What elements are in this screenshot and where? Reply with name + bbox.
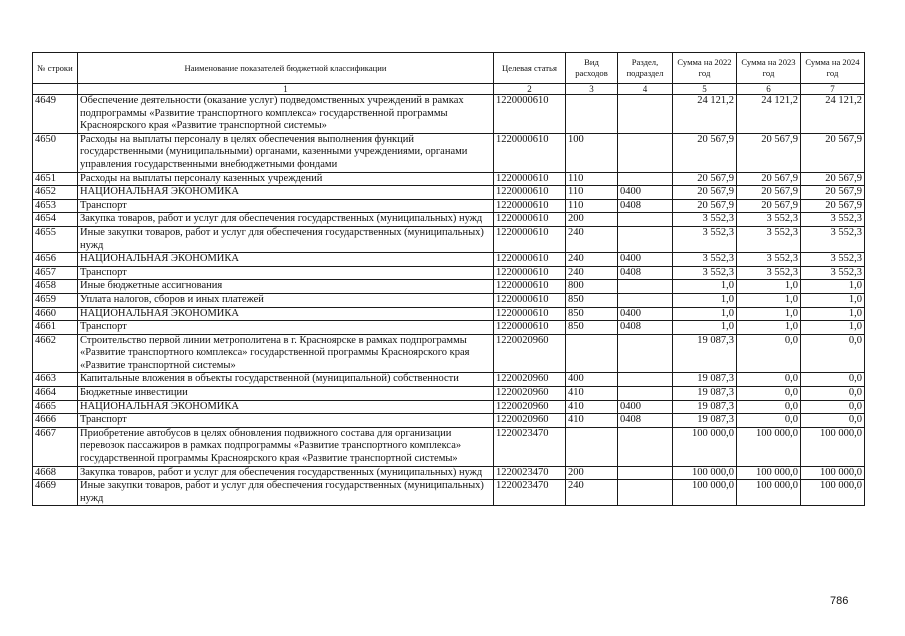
table-row xyxy=(33,427,865,466)
column-numbers-row xyxy=(33,84,865,95)
expense-type-cell: 410 xyxy=(566,387,618,401)
sum-2022-cell: 1,0 xyxy=(673,321,737,335)
table-row xyxy=(33,95,865,134)
sum-2023-cell: 1,0 xyxy=(737,321,801,335)
indicator-name-cell: Транспорт xyxy=(78,321,494,335)
indicator-name-cell: Капитальные вложения в объекты государственной (муниципальной) собственности xyxy=(78,373,494,387)
row-number-cell: 4661 xyxy=(33,321,78,335)
section-cell: 0408 xyxy=(618,266,673,280)
sum-2023-cell: 3 552,3 xyxy=(737,253,801,267)
row-number-cell: 4669 xyxy=(33,480,78,506)
target-article-cell: 1220000610 xyxy=(494,280,566,294)
column-number: 3 xyxy=(566,84,618,95)
sum-2022-cell: 20 567,9 xyxy=(673,186,737,200)
sum-2022-cell: 20 567,9 xyxy=(673,199,737,213)
sum-2024-cell: 0,0 xyxy=(801,400,865,414)
target-article-cell: 1220000610 xyxy=(494,307,566,321)
indicator-name-cell: НАЦИОНАЛЬНАЯ ЭКОНОМИКА xyxy=(78,186,494,200)
table-row xyxy=(33,186,865,200)
sum-2024-cell: 3 552,3 xyxy=(801,226,865,252)
sum-2022-cell: 20 567,9 xyxy=(673,133,737,172)
sum-2024-cell: 24 121,2 xyxy=(801,95,865,134)
sum-2024-cell: 100 000,0 xyxy=(801,466,865,480)
indicator-name-cell: Транспорт xyxy=(78,266,494,280)
table-row xyxy=(33,480,865,506)
indicator-name-cell: Закупка товаров, работ и услуг для обеспечения государственных (муниципальных) нужд xyxy=(78,213,494,227)
header-sum-2024: Сумма на 2024 год xyxy=(801,53,865,84)
header-row-number: № строки xyxy=(33,53,78,84)
table-row xyxy=(33,280,865,294)
table-row xyxy=(33,133,865,172)
sum-2023-cell: 1,0 xyxy=(737,280,801,294)
target-article-cell: 1220020960 xyxy=(494,334,566,373)
section-cell: 0400 xyxy=(618,307,673,321)
target-article-cell: 1220000610 xyxy=(494,199,566,213)
column-number: 4 xyxy=(618,84,673,95)
sum-2022-cell: 19 087,3 xyxy=(673,334,737,373)
table-row xyxy=(33,266,865,280)
header-sum-2023: Сумма на 2023 год xyxy=(737,53,801,84)
header-row xyxy=(33,53,865,84)
expense-type-cell: 240 xyxy=(566,480,618,506)
sum-2024-cell: 0,0 xyxy=(801,334,865,373)
sum-2023-cell: 0,0 xyxy=(737,387,801,401)
sum-2022-cell: 100 000,0 xyxy=(673,466,737,480)
sum-2023-cell: 20 567,9 xyxy=(737,199,801,213)
column-number: 7 xyxy=(801,84,865,95)
sum-2023-cell: 100 000,0 xyxy=(737,480,801,506)
sum-2022-cell: 24 121,2 xyxy=(673,95,737,134)
row-number-cell: 4659 xyxy=(33,293,78,307)
row-number-cell: 4662 xyxy=(33,334,78,373)
target-article-cell: 1220000610 xyxy=(494,253,566,267)
section-cell xyxy=(618,280,673,294)
row-number-cell: 4660 xyxy=(33,307,78,321)
indicator-name-cell: Иные закупки товаров, работ и услуг для обеспечения государственных (муниципальных) нужд xyxy=(78,226,494,252)
indicator-name-cell: Приобретение автобусов в целях обновления подвижного состава для организации перевозок пассажиров в рамках подпрограммы «Развитие транспортного комплекса» государственной программы Красноярского края «Развитие транспортной системы» xyxy=(78,427,494,466)
sum-2022-cell: 1,0 xyxy=(673,280,737,294)
sum-2023-cell: 20 567,9 xyxy=(737,133,801,172)
table-row xyxy=(33,213,865,227)
section-cell xyxy=(618,387,673,401)
indicator-name-cell: Транспорт xyxy=(78,414,494,428)
expense-type-cell: 850 xyxy=(566,307,618,321)
expense-type-cell: 200 xyxy=(566,213,618,227)
target-article-cell: 1220000610 xyxy=(494,293,566,307)
section-cell xyxy=(618,133,673,172)
target-article-cell: 1220000610 xyxy=(494,95,566,134)
target-article-cell: 1220000610 xyxy=(494,133,566,172)
section-cell xyxy=(618,334,673,373)
expense-type-cell: 850 xyxy=(566,321,618,335)
target-article-cell: 1220000610 xyxy=(494,172,566,186)
table-row xyxy=(33,172,865,186)
indicator-name-cell: НАЦИОНАЛЬНАЯ ЭКОНОМИКА xyxy=(78,253,494,267)
expense-type-cell: 410 xyxy=(566,400,618,414)
row-number-cell: 4665 xyxy=(33,400,78,414)
target-article-cell: 1220023470 xyxy=(494,480,566,506)
sum-2023-cell: 100 000,0 xyxy=(737,427,801,466)
sum-2024-cell: 1,0 xyxy=(801,280,865,294)
row-number-cell: 4652 xyxy=(33,186,78,200)
indicator-name-cell: Расходы на выплаты персоналу в целях обеспечения выполнения функций государственными (муниципальными) органами, казенными учреждениями, органами управления государственными внебюджетными фондами xyxy=(78,133,494,172)
row-number-cell: 4655 xyxy=(33,226,78,252)
row-number-cell: 4651 xyxy=(33,172,78,186)
sum-2023-cell: 3 552,3 xyxy=(737,213,801,227)
expense-type-cell xyxy=(566,334,618,373)
sum-2023-cell: 0,0 xyxy=(737,414,801,428)
table-row xyxy=(33,414,865,428)
table-row xyxy=(33,293,865,307)
section-cell xyxy=(618,480,673,506)
sum-2024-cell: 100 000,0 xyxy=(801,480,865,506)
indicator-name-cell: Иные бюджетные ассигнования xyxy=(78,280,494,294)
indicator-name-cell: Расходы на выплаты персоналу казенных учреждений xyxy=(78,172,494,186)
sum-2024-cell: 1,0 xyxy=(801,307,865,321)
section-cell xyxy=(618,213,673,227)
sum-2022-cell: 19 087,3 xyxy=(673,387,737,401)
sum-2024-cell: 20 567,9 xyxy=(801,172,865,186)
expense-type-cell: 410 xyxy=(566,414,618,428)
target-article-cell: 1220000610 xyxy=(494,186,566,200)
indicator-name-cell: Бюджетные инвестиции xyxy=(78,387,494,401)
header-sum-2022: Сумма на 2022 год xyxy=(673,53,737,84)
expense-type-cell: 800 xyxy=(566,280,618,294)
row-number-cell: 4664 xyxy=(33,387,78,401)
row-number-cell: 4667 xyxy=(33,427,78,466)
row-number-cell: 4656 xyxy=(33,253,78,267)
table-row xyxy=(33,226,865,252)
table-row xyxy=(33,400,865,414)
table-row xyxy=(33,307,865,321)
expense-type-cell: 110 xyxy=(566,172,618,186)
sum-2022-cell: 3 552,3 xyxy=(673,266,737,280)
section-cell: 0400 xyxy=(618,400,673,414)
indicator-name-cell: Строительство первой линии метрополитена в г. Красноярске в рамках подпрограммы «Развитие транспортного комплекса» государственной программы Красноярского края «Развитие транспортной системы» xyxy=(78,334,494,373)
sum-2023-cell: 1,0 xyxy=(737,307,801,321)
budget-table-body xyxy=(33,95,865,506)
expense-type-cell xyxy=(566,95,618,134)
column-number: 1 xyxy=(78,84,494,95)
sum-2024-cell: 3 552,3 xyxy=(801,266,865,280)
expense-type-cell: 240 xyxy=(566,226,618,252)
row-number-cell: 4650 xyxy=(33,133,78,172)
section-cell xyxy=(618,427,673,466)
target-article-cell: 1220023470 xyxy=(494,466,566,480)
section-cell: 0408 xyxy=(618,199,673,213)
section-cell xyxy=(618,172,673,186)
sum-2022-cell: 100 000,0 xyxy=(673,480,737,506)
target-article-cell: 1220000610 xyxy=(494,213,566,227)
table-row xyxy=(33,321,865,335)
sum-2022-cell: 3 552,3 xyxy=(673,213,737,227)
sum-2024-cell: 100 000,0 xyxy=(801,427,865,466)
target-article-cell: 1220020960 xyxy=(494,400,566,414)
indicator-name-cell: Иные закупки товаров, работ и услуг для обеспечения государственных (муниципальных) нужд xyxy=(78,480,494,506)
page-number: 786 xyxy=(830,595,849,607)
sum-2024-cell: 0,0 xyxy=(801,414,865,428)
sum-2022-cell: 19 087,3 xyxy=(673,373,737,387)
expense-type-cell: 110 xyxy=(566,199,618,213)
sum-2023-cell: 100 000,0 xyxy=(737,466,801,480)
section-cell xyxy=(618,293,673,307)
sum-2024-cell: 0,0 xyxy=(801,373,865,387)
sum-2022-cell: 1,0 xyxy=(673,307,737,321)
sum-2023-cell: 1,0 xyxy=(737,293,801,307)
sum-2024-cell: 20 567,9 xyxy=(801,133,865,172)
expense-type-cell: 100 xyxy=(566,133,618,172)
sum-2024-cell: 0,0 xyxy=(801,387,865,401)
sum-2022-cell: 3 552,3 xyxy=(673,253,737,267)
header-expense-type: Вид расходов xyxy=(566,53,618,84)
table-row xyxy=(33,253,865,267)
column-number xyxy=(33,84,78,95)
indicator-name-cell: НАЦИОНАЛЬНАЯ ЭКОНОМИКА xyxy=(78,307,494,321)
sum-2024-cell: 20 567,9 xyxy=(801,186,865,200)
indicator-name-cell: Транспорт xyxy=(78,199,494,213)
section-cell xyxy=(618,373,673,387)
column-number: 6 xyxy=(737,84,801,95)
row-number-cell: 4668 xyxy=(33,466,78,480)
row-number-cell: 4663 xyxy=(33,373,78,387)
sum-2023-cell: 0,0 xyxy=(737,400,801,414)
sum-2024-cell: 3 552,3 xyxy=(801,253,865,267)
row-number-cell: 4666 xyxy=(33,414,78,428)
expense-type-cell: 200 xyxy=(566,466,618,480)
indicator-name-cell: НАЦИОНАЛЬНАЯ ЭКОНОМИКА xyxy=(78,400,494,414)
indicator-name-cell: Уплата налогов, сборов и иных платежей xyxy=(78,293,494,307)
sum-2023-cell: 20 567,9 xyxy=(737,172,801,186)
document-page xyxy=(32,52,864,506)
target-article-cell: 1220020960 xyxy=(494,414,566,428)
sum-2024-cell: 1,0 xyxy=(801,293,865,307)
indicator-name-cell: Закупка товаров, работ и услуг для обеспечения государственных (муниципальных) нужд xyxy=(78,466,494,480)
sum-2023-cell: 3 552,3 xyxy=(737,226,801,252)
row-number-cell: 4657 xyxy=(33,266,78,280)
sum-2024-cell: 20 567,9 xyxy=(801,199,865,213)
indicator-name-cell: Обеспечение деятельности (оказание услуг) подведомственных учреждений в рамках подпрограммы «Развитие транспортного комплекса» государственной программы Красноярского края «Развитие транспортной системы» xyxy=(78,95,494,134)
sum-2022-cell: 3 552,3 xyxy=(673,226,737,252)
section-cell: 0408 xyxy=(618,321,673,335)
sum-2022-cell: 100 000,0 xyxy=(673,427,737,466)
target-article-cell: 1220020960 xyxy=(494,387,566,401)
sum-2023-cell: 3 552,3 xyxy=(737,266,801,280)
target-article-cell: 1220020960 xyxy=(494,373,566,387)
table-row xyxy=(33,387,865,401)
table-row xyxy=(33,373,865,387)
header-indicator-name: Наименование показателей бюджетной классификации xyxy=(78,53,494,84)
expense-type-cell: 850 xyxy=(566,293,618,307)
section-cell: 0408 xyxy=(618,414,673,428)
expense-type-cell: 110 xyxy=(566,186,618,200)
row-number-cell: 4649 xyxy=(33,95,78,134)
target-article-cell: 1220023470 xyxy=(494,427,566,466)
expense-type-cell xyxy=(566,427,618,466)
header-section: Раздел, подраздел xyxy=(618,53,673,84)
sum-2024-cell: 3 552,3 xyxy=(801,213,865,227)
expense-type-cell: 240 xyxy=(566,253,618,267)
sum-2024-cell: 1,0 xyxy=(801,321,865,335)
sum-2023-cell: 0,0 xyxy=(737,334,801,373)
section-cell xyxy=(618,95,673,134)
table-row xyxy=(33,466,865,480)
table-row xyxy=(33,199,865,213)
budget-table xyxy=(32,52,865,506)
target-article-cell: 1220000610 xyxy=(494,266,566,280)
expense-type-cell: 240 xyxy=(566,266,618,280)
sum-2023-cell: 20 567,9 xyxy=(737,186,801,200)
section-cell xyxy=(618,466,673,480)
row-number-cell: 4658 xyxy=(33,280,78,294)
expense-type-cell: 400 xyxy=(566,373,618,387)
sum-2022-cell: 19 087,3 xyxy=(673,414,737,428)
section-cell xyxy=(618,226,673,252)
row-number-cell: 4654 xyxy=(33,213,78,227)
target-article-cell: 1220000610 xyxy=(494,321,566,335)
row-number-cell: 4653 xyxy=(33,199,78,213)
header-target-article: Целевая статья xyxy=(494,53,566,84)
sum-2023-cell: 0,0 xyxy=(737,373,801,387)
column-number: 2 xyxy=(494,84,566,95)
section-cell: 0400 xyxy=(618,253,673,267)
section-cell: 0400 xyxy=(618,186,673,200)
column-number: 5 xyxy=(673,84,737,95)
sum-2023-cell: 24 121,2 xyxy=(737,95,801,134)
sum-2022-cell: 19 087,3 xyxy=(673,400,737,414)
table-row xyxy=(33,334,865,373)
sum-2022-cell: 20 567,9 xyxy=(673,172,737,186)
sum-2022-cell: 1,0 xyxy=(673,293,737,307)
target-article-cell: 1220000610 xyxy=(494,226,566,252)
